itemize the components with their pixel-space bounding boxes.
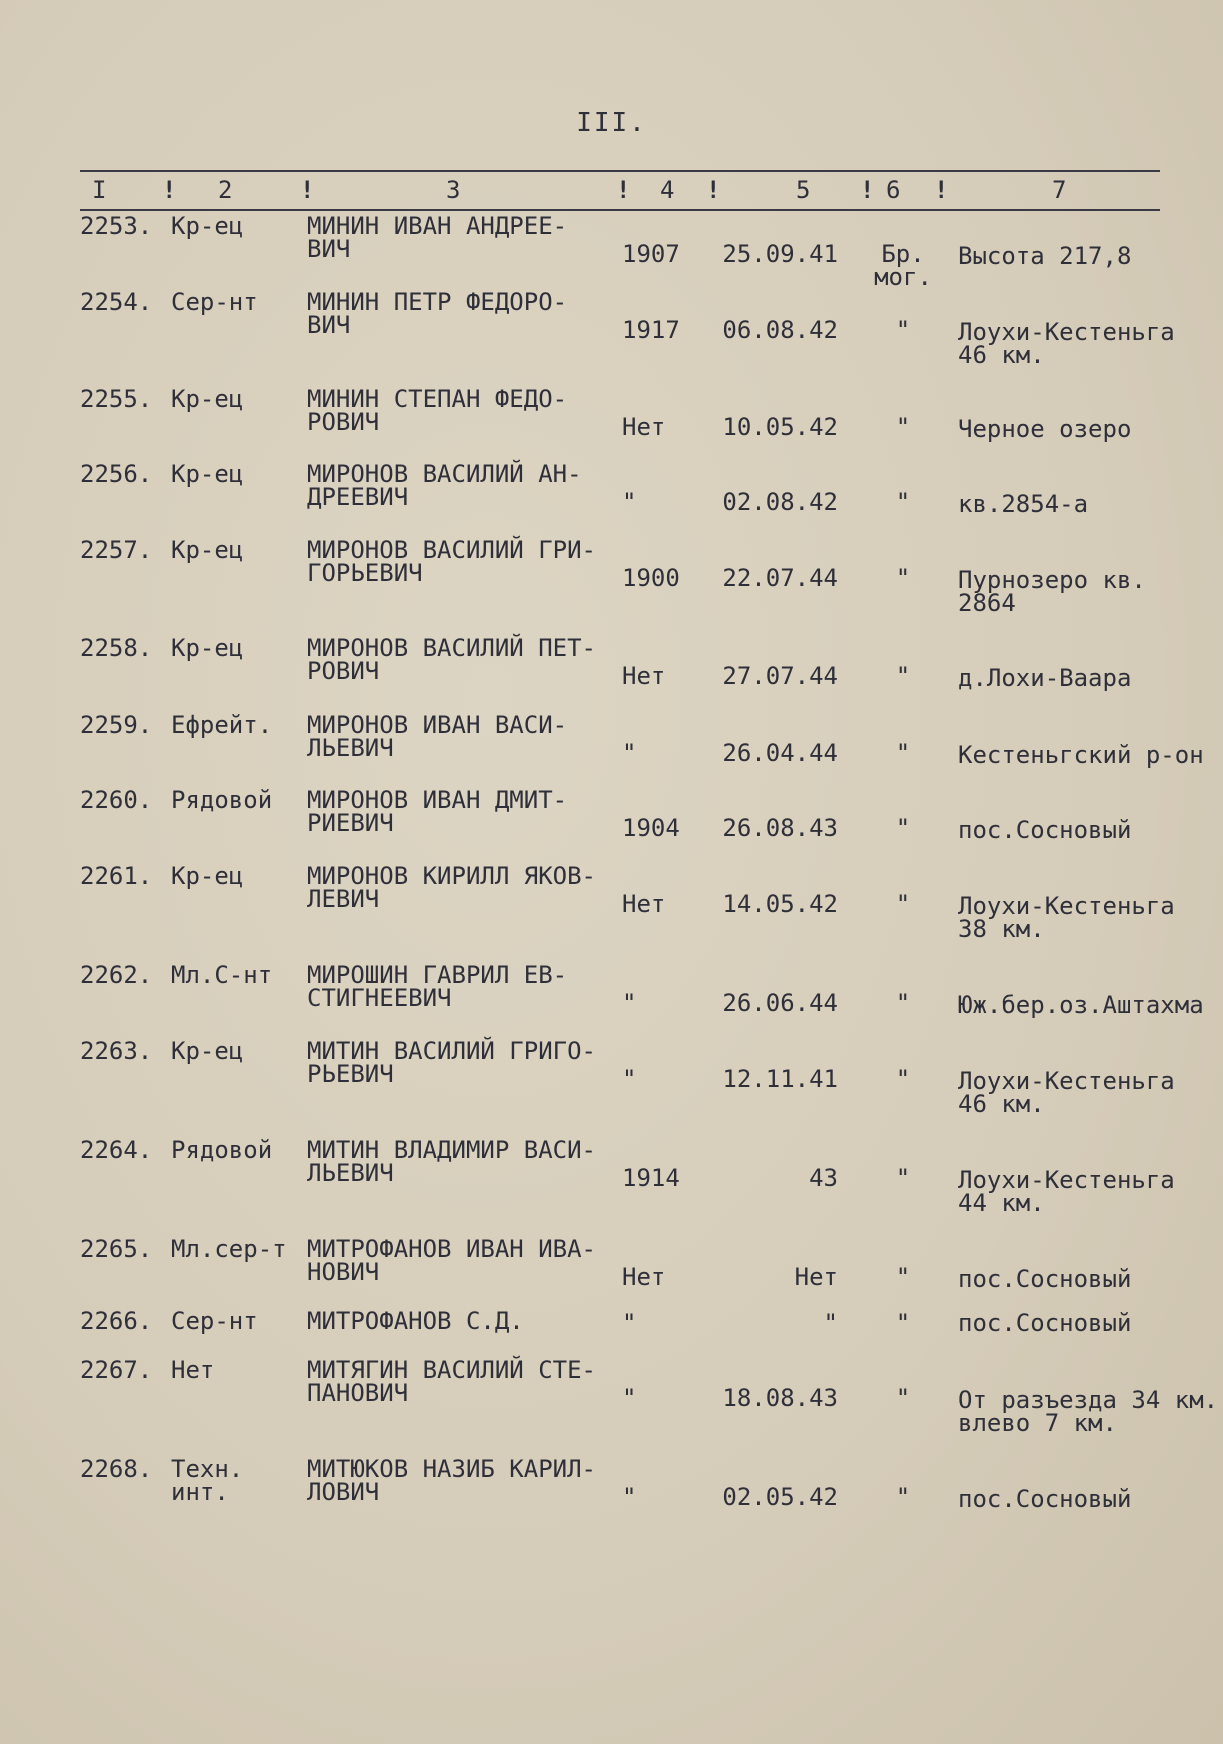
record-name-line: МИТЯГИН ВАСИЛИЙ СТЕ- [307, 1356, 596, 1384]
record-name-line: МИТРОФАНОВ С.Д. [307, 1307, 524, 1335]
record-burial-place-line: Лоухи-Кестеньга [958, 892, 1175, 920]
record-number: 2263. [80, 1037, 153, 1065]
record-name-line: ПАНОВИЧ [307, 1379, 409, 1407]
record-name-line: МИНИН СТЕПАН ФЕДО- [307, 385, 568, 413]
record-burial-place-line: 46 км. [958, 1090, 1045, 1118]
record-rank-line: Кр-ец [171, 212, 244, 240]
record-name [307, 1039, 627, 1087]
column-header-3: 3 [446, 176, 461, 204]
record-name-line: РЬЕВИЧ [307, 1060, 394, 1088]
record-name [307, 713, 627, 761]
record-burial-type-line: " [895, 564, 911, 592]
record-number: 2254. [80, 288, 153, 316]
record-burial-type-line: " [895, 413, 911, 441]
record-name-line: МИРОНОВ КИРИЛЛ ЯКОВ- [307, 862, 596, 890]
record-burial-place [958, 666, 1223, 691]
record-burial-type [868, 991, 938, 1016]
record-birth-year: Нет [622, 413, 666, 441]
record-death-date: 02.05.42 [722, 1483, 838, 1511]
record-name [307, 788, 627, 836]
record-burial-place-line: Кестеньгский р-он [958, 741, 1204, 769]
record-name-line: МИТИН ВАСИЛИЙ ГРИГО- [307, 1037, 596, 1065]
record-rank [171, 963, 272, 988]
record-rank-line: Техн. [171, 1455, 244, 1483]
record-name-line: МИРОНОВ ВАСИЛИЙ ПЕТ- [307, 634, 596, 662]
record-burial-place [958, 993, 1223, 1018]
record-death-date: 14.05.42 [722, 890, 838, 918]
record-burial-type-line: мог. [874, 263, 932, 291]
record-burial-place-line: пос.Сосновый [958, 1485, 1132, 1513]
record-burial-place [958, 568, 1223, 616]
record-burial-type-line: Бр. [881, 240, 925, 268]
record-burial-place-line: д.Лохи-Ваара [958, 664, 1132, 692]
record-rank-line: Кр-ец [171, 385, 244, 413]
record-death-date: 10.05.42 [722, 413, 838, 441]
record-burial-type [868, 318, 938, 343]
record-burial-place-line: Лоухи-Кестеньга [958, 1166, 1175, 1194]
record-number: 2258. [80, 634, 153, 662]
record-name [307, 387, 627, 435]
record-name [307, 1138, 627, 1186]
column-separator: ! [706, 176, 721, 204]
record-number: 2262. [80, 961, 153, 989]
record-birth-year: " [622, 1483, 637, 1511]
record-rank-line: Кр-ец [171, 634, 244, 662]
column-header-2: 2 [218, 176, 233, 204]
record-burial-place-line: Высота 217,8 [958, 242, 1132, 270]
record-death-date: 25.09.41 [722, 240, 838, 268]
record-death-date: 43 [809, 1164, 838, 1192]
record-death-date: 06.08.42 [722, 316, 838, 344]
record-burial-type-line: " [895, 1483, 911, 1511]
record-burial-place-line: От разъезда 34 км. [958, 1386, 1219, 1414]
column-header-4: 4 [660, 176, 675, 204]
record-rank-line: Рядовой [171, 786, 273, 814]
record-burial-type [868, 1485, 938, 1510]
record-burial-place [958, 1388, 1223, 1436]
record-name [307, 1457, 627, 1505]
record-rank [171, 387, 243, 412]
record-number: 2265. [80, 1235, 153, 1263]
record-name-line: ЛЬЕВИЧ [307, 734, 394, 762]
record-name-line: МИРОНОВ ИВАН ДМИТ- [307, 786, 568, 814]
record-rank-line: инт. [171, 1478, 229, 1506]
record-burial-place-line: Юж.бер.оз.Аштахма [958, 991, 1204, 1019]
record-name-line: РОВИЧ [307, 657, 380, 685]
record-death-date: 26.06.44 [722, 989, 838, 1017]
record-burial-type-line: " [895, 316, 911, 344]
record-name [307, 636, 627, 684]
record-death-date: 18.08.43 [722, 1384, 838, 1412]
record-burial-type [868, 816, 938, 841]
record-burial-place-line: Лоухи-Кестеньга [958, 318, 1175, 346]
record-name-line: ГОРЬЕВИЧ [307, 559, 423, 587]
record-number: 2260. [80, 786, 153, 814]
record-burial-place [958, 417, 1223, 442]
record-burial-type [868, 741, 938, 766]
record-burial-place-line: пос.Сосновый [958, 816, 1132, 844]
record-name-line: РОВИЧ [307, 408, 380, 436]
record-rank-line: Сер-нт [171, 288, 258, 316]
record-burial-type-line: " [895, 1065, 911, 1093]
record-birth-year: " [622, 989, 637, 1017]
record-death-date: 26.04.44 [722, 739, 838, 767]
record-rank [171, 214, 243, 239]
column-header-6: 6 [886, 176, 901, 204]
record-birth-year: " [622, 1065, 637, 1093]
record-death-date: 22.07.44 [722, 564, 838, 592]
record-burial-place [958, 1168, 1223, 1216]
record-burial-type [868, 490, 938, 515]
record-birth-year: 1917 [622, 316, 680, 344]
record-burial-place [958, 1069, 1223, 1117]
record-name-line: ДРЕЕВИЧ [307, 483, 409, 511]
record-rank-line: Нет [171, 1356, 215, 1384]
record-name-line: МИРОНОВ ИВАН ВАСИ- [307, 711, 568, 739]
record-birth-year: " [622, 488, 637, 516]
column-separator: ! [934, 176, 949, 204]
record-burial-type [868, 1386, 938, 1411]
record-name-line: МИНИН ПЕТР ФЕДОРО- [307, 288, 568, 316]
record-birth-year: Нет [622, 1263, 666, 1291]
record-burial-place [958, 818, 1223, 843]
record-birth-year: " [622, 739, 637, 767]
record-burial-place-line: Лоухи-Кестеньга [958, 1067, 1175, 1095]
record-burial-type [868, 1067, 938, 1092]
record-burial-place [958, 492, 1223, 517]
record-burial-place [958, 320, 1223, 368]
record-birth-year: 1900 [622, 564, 680, 592]
record-burial-place [958, 244, 1223, 269]
record-burial-place-line: влево 7 км. [958, 1409, 1117, 1437]
record-number: 2255. [80, 385, 153, 413]
record-death-date: 02.08.42 [722, 488, 838, 516]
record-name [307, 864, 627, 912]
record-number: 2267. [80, 1356, 153, 1384]
record-rank [171, 290, 258, 315]
record-rank [171, 636, 243, 661]
record-death-date: 12.11.41 [722, 1065, 838, 1093]
record-birth-year: 1914 [622, 1164, 680, 1192]
record-rank-line: Кр-ец [171, 1037, 244, 1065]
record-death-date: 26.08.43 [722, 814, 838, 842]
record-name [307, 214, 627, 262]
record-burial-type-line: " [895, 1309, 911, 1337]
record-name-line: ЛОВИЧ [307, 1478, 380, 1506]
record-rank [171, 1039, 243, 1064]
record-number: 2257. [80, 536, 153, 564]
record-name-line: МИРОШИН ГАВРИЛ ЕВ- [307, 961, 568, 989]
column-separator: ! [300, 176, 315, 204]
record-death-date: " [823, 1309, 838, 1337]
record-burial-type-line: " [895, 1164, 911, 1192]
record-burial-type [868, 1311, 938, 1336]
record-rank [171, 1138, 272, 1163]
record-burial-place [958, 1311, 1223, 1336]
column-separator: ! [616, 176, 631, 204]
record-burial-place-line: 2864 [958, 589, 1016, 617]
record-burial-type [868, 1166, 938, 1191]
record-burial-type [868, 242, 938, 290]
record-name-line: ВИЧ [307, 311, 351, 339]
record-rank [171, 1358, 214, 1383]
record-name-line: НОВИЧ [307, 1258, 380, 1286]
record-name [307, 290, 627, 338]
record-number: 2259. [80, 711, 153, 739]
record-burial-type-line: " [895, 989, 911, 1017]
record-birth-year: " [622, 1309, 637, 1337]
record-name-line: МИНИН ИВАН АНДРЕЕ- [307, 212, 568, 240]
record-name [307, 963, 627, 1011]
record-rank-line: Рядовой [171, 1136, 273, 1164]
record-birth-year: 1907 [622, 240, 680, 268]
record-name [307, 1358, 627, 1406]
record-burial-type-line: " [895, 890, 911, 918]
record-burial-place-line: 46 км. [958, 341, 1045, 369]
record-rank [171, 788, 272, 813]
record-name-line: СТИГНЕЕВИЧ [307, 984, 452, 1012]
record-name-line: РИЕВИЧ [307, 809, 394, 837]
record-name-line: МИРОНОВ ВАСИЛИЙ ГРИ- [307, 536, 596, 564]
record-birth-year: " [622, 1384, 637, 1412]
record-birth-year: Нет [622, 890, 666, 918]
record-burial-type [868, 415, 938, 440]
record-name-line: МИТИН ВЛАДИМИР ВАСИ- [307, 1136, 596, 1164]
record-number: 2266. [80, 1307, 153, 1335]
record-rank [171, 864, 243, 889]
column-separator: ! [162, 176, 177, 204]
record-name-line: МИТРОФАНОВ ИВАН ИВА- [307, 1235, 596, 1263]
column-header-7: 7 [1052, 176, 1067, 204]
record-burial-type [868, 664, 938, 689]
record-number: 2253. [80, 212, 153, 240]
record-name-line: МИТЮКОВ НАЗИБ КАРИЛ- [307, 1455, 596, 1483]
record-burial-place-line: 38 км. [958, 915, 1045, 943]
record-name [307, 1237, 627, 1285]
record-number: 2268. [80, 1455, 153, 1483]
record-burial-place-line: Пурнозеро кв. [958, 566, 1146, 594]
record-name-line: ЛЕВИЧ [307, 885, 380, 913]
record-rank [171, 462, 243, 487]
record-name [307, 462, 627, 510]
record-rank-line: Ефрейт. [171, 711, 273, 739]
page-number: III. [576, 108, 647, 138]
record-burial-type-line: " [895, 662, 911, 690]
record-number: 2264. [80, 1136, 153, 1164]
record-burial-type [868, 892, 938, 917]
record-death-date: Нет [794, 1263, 838, 1291]
record-name-line: МИРОНОВ ВАСИЛИЙ АН- [307, 460, 582, 488]
record-rank [171, 1457, 243, 1505]
column-separator: ! [860, 176, 875, 204]
record-name [307, 1309, 627, 1334]
record-rank-line: Кр-ец [171, 862, 244, 890]
record-burial-type-line: " [895, 739, 911, 767]
record-death-date: 27.07.44 [722, 662, 838, 690]
record-name [307, 538, 627, 586]
record-burial-type-line: " [895, 814, 911, 842]
record-name-line: ЛЬЕВИЧ [307, 1159, 394, 1187]
record-burial-place [958, 1487, 1223, 1512]
record-rank-line: Кр-ец [171, 536, 244, 564]
column-header-5: 5 [796, 176, 811, 204]
record-number: 2256. [80, 460, 153, 488]
record-rank [171, 713, 272, 738]
record-rank-line: Мл.сер-т [171, 1235, 287, 1263]
record-burial-type-line: " [895, 1384, 911, 1412]
record-burial-place-line: пос.Сосновый [958, 1265, 1132, 1293]
record-burial-place-line: 44 км. [958, 1189, 1045, 1217]
record-burial-place [958, 894, 1223, 942]
record-rank-line: Сер-нт [171, 1307, 258, 1335]
record-burial-type [868, 1265, 938, 1290]
record-name-line: ВИЧ [307, 235, 351, 263]
record-birth-year: Нет [622, 662, 666, 690]
record-burial-place-line: Черное озеро [958, 415, 1132, 443]
record-rank-line: Мл.С-нт [171, 961, 273, 989]
record-rank [171, 1309, 258, 1334]
record-burial-type-line: " [895, 1263, 911, 1291]
column-header-1: I [92, 176, 107, 204]
record-birth-year: 1904 [622, 814, 680, 842]
record-burial-place-line: пос.Сосновый [958, 1309, 1132, 1337]
record-rank [171, 538, 243, 563]
record-burial-place [958, 743, 1223, 768]
record-burial-type [868, 566, 938, 591]
record-number: 2261. [80, 862, 153, 890]
record-rank-line: Кр-ец [171, 460, 244, 488]
record-rank [171, 1237, 287, 1262]
record-burial-place-line: кв.2854-а [958, 490, 1089, 518]
record-burial-type-line: " [895, 488, 911, 516]
record-burial-place [958, 1267, 1223, 1292]
